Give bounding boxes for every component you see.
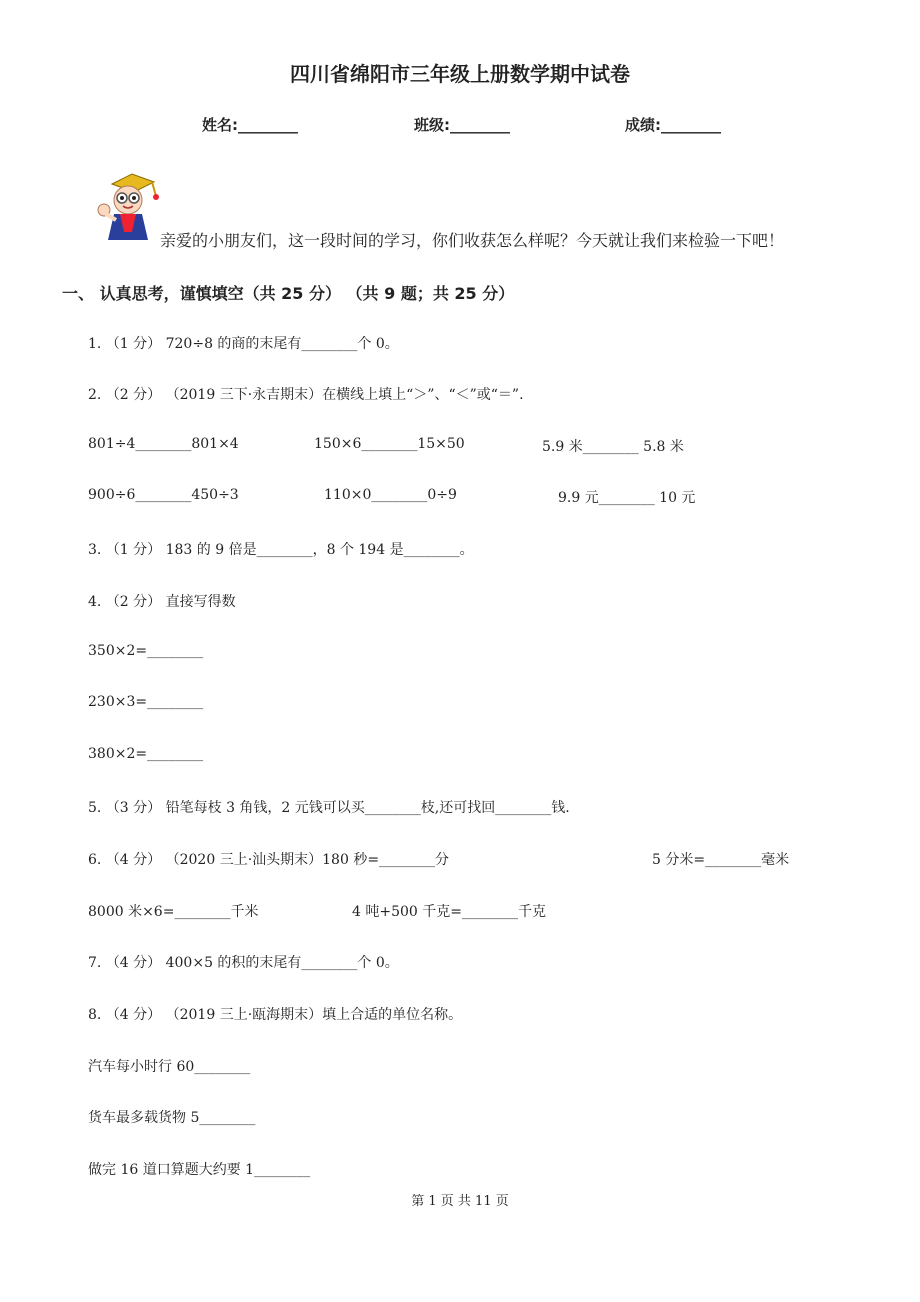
question-4-item: 230×3=________ (88, 694, 204, 710)
question-6-item: 8000 米×6=________千米 (88, 904, 259, 920)
question-2-item: 9.9 元________ 10 元 (558, 490, 696, 506)
question-4: 4. （2 分） 直接写得数 (88, 594, 236, 610)
question-2-item: 110×0________0÷9 (324, 487, 457, 503)
question-2-item: 801÷4________801×4 (88, 436, 239, 452)
page-footer: 第 1 页 共 11 页 (411, 1194, 509, 1209)
class-field: 班级:________ (414, 116, 510, 134)
question-8-item: 汽车每小时行 60________ (88, 1059, 251, 1075)
question-2: 2. （2 分） （2019 三下·永吉期末）在横线上填上“＞”、“＜”或“＝”. (88, 387, 524, 403)
section-heading: 一、 认真思考，谨慎填空（共 25 分） （共 9 题；共 25 分） (62, 284, 515, 303)
question-2-item: 150×6________15×50 (314, 436, 465, 452)
name-field: 姓名:________ (202, 116, 298, 134)
question-1: 1. （1 分） 720÷8 的商的末尾有________个 0。 (88, 336, 399, 352)
question-7: 7. （4 分） 400×5 的积的末尾有________个 0。 (88, 955, 399, 971)
question-8-item: 货车最多载货物 5________ (88, 1110, 256, 1126)
mascot-image (92, 170, 164, 246)
page-title: 四川省绵阳市三年级上册数学期中试卷 (290, 62, 630, 86)
question-6-item: 5 分米=________毫米 (652, 852, 790, 868)
greeting-text: 亲爱的小朋友们，这一段时间的学习，你们收获怎么样呢？今天就让我们来检验一下吧！ (160, 231, 785, 250)
question-8-item: 做完 16 道口算题大约要 1________ (88, 1162, 311, 1178)
question-4-item: 380×2=________ (88, 746, 204, 762)
question-6-item: 4 吨+500 千克=________千克 (352, 904, 546, 920)
question-4-item: 350×2=________ (88, 643, 204, 659)
score-field: 成绩:________ (625, 116, 721, 134)
question-3: 3. （1 分） 183 的 9 倍是________，8 个 194 是________。 (88, 542, 474, 558)
question-5: 5. （3 分） 铅笔每枝 3 角钱，2 元钱可以买________枝,还可找回________钱. (88, 800, 570, 816)
question-2-item: 5.9 米________ 5.8 米 (542, 439, 684, 455)
question-6: 6. （4 分） （2020 三上·汕头期末）180 秒=________分 (88, 852, 450, 868)
question-8: 8. （4 分） （2019 三上·瓯海期末）填上合适的单位名称。 (88, 1007, 463, 1023)
question-2-item: 900÷6________450÷3 (88, 487, 239, 503)
